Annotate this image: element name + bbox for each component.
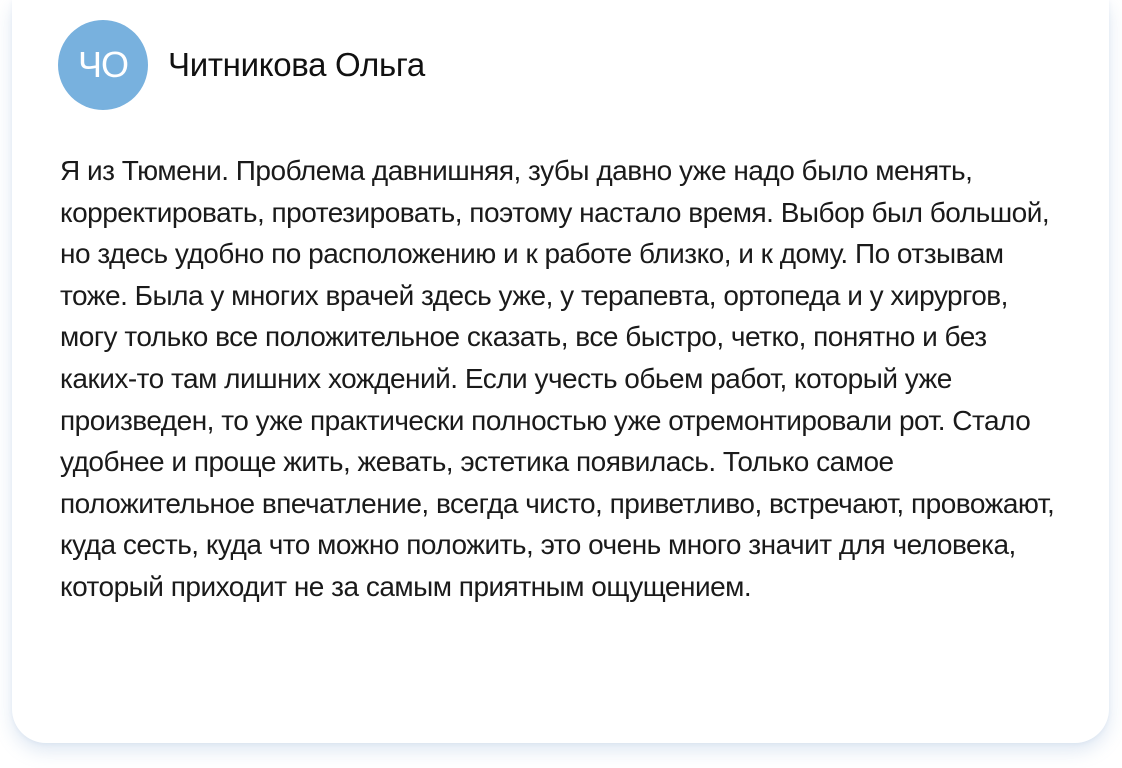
avatar: ЧО [58,20,148,110]
review-text: Я из Тюмени. Проблема давнишняя, зубы давно уже надо было менять, корректировать, протезировать, поэтому настало время. Выбор был большой, но здесь удобно по расположению и к работе близко, и к дому. По отзывам тоже. Была у многих врачей здесь уже, у терапевта, ортопеда и у хирургов, могу только все положительное сказать, все быстро, четко, понятно и без каких-то там лишних хождений. Если учесть обьем работ, который уже произведен, то уже практически полностью уже отремонтировали рот. Стало удобнее и проще жить, жевать, эстетика появилась. Только самое положительное впечатление, всегда чисто, приветливо, встречают, провожают, куда сесть, куда что можно положить, это очень много значит для человека, который приходит не за самым приятным ощущением. [60,155,1055,602]
reviewer-name: Читникова Ольга [168,46,425,83]
review-header [58,20,425,110]
review-card [12,0,1109,743]
